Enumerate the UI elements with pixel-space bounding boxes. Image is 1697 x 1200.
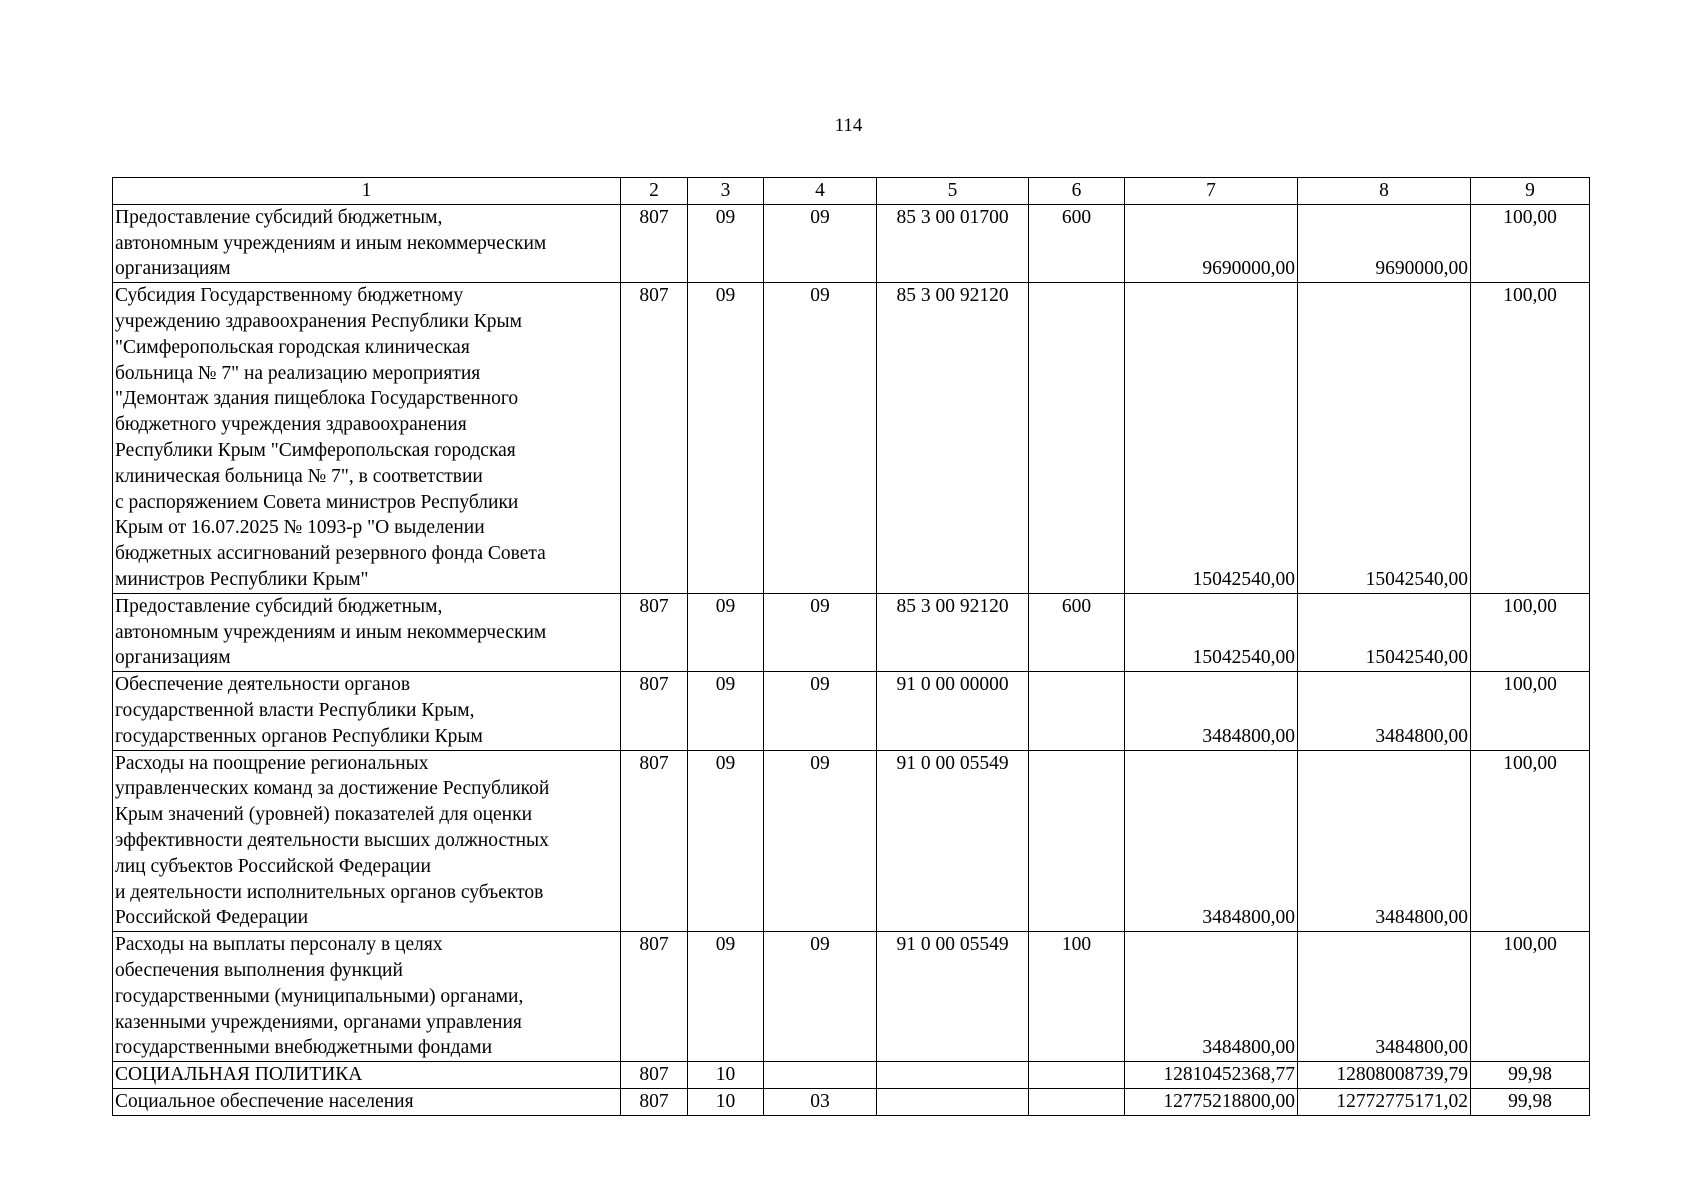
row-planned-amount: 12810452368,77 bbox=[1125, 1062, 1298, 1089]
row-name: Расходы на выплаты персоналу в целях обеспечения выполнения функций государственными (муниципальными) органами, казенными учреждениями, органами управления государственными внебюджетными фондами bbox=[113, 932, 621, 1062]
row-planned-amount: 15042540,00 bbox=[1125, 283, 1298, 594]
row-section-code: 09 bbox=[688, 750, 764, 932]
header-col-5: 5 bbox=[877, 178, 1029, 205]
row-section-code: 09 bbox=[688, 204, 764, 282]
row-executed-amount: 15042540,00 bbox=[1298, 283, 1471, 594]
row-execution-percent: 99,98 bbox=[1471, 1062, 1590, 1089]
row-subsection-code: 09 bbox=[764, 283, 877, 594]
row-executed-amount: 3484800,00 bbox=[1298, 750, 1471, 932]
page-number: 114 bbox=[834, 115, 863, 136]
row-ministry-code: 807 bbox=[621, 1062, 688, 1089]
row-ministry-code: 807 bbox=[621, 204, 688, 282]
row-ministry-code: 807 bbox=[621, 1088, 688, 1115]
budget-table bbox=[112, 177, 1590, 1116]
row-executed-amount: 3484800,00 bbox=[1298, 932, 1471, 1062]
row-section-code: 09 bbox=[688, 672, 764, 750]
header-col-9: 9 bbox=[1471, 178, 1590, 205]
header-col-6: 6 bbox=[1029, 178, 1125, 205]
row-expense-type bbox=[1029, 1062, 1125, 1089]
row-executed-amount: 12808008739,79 bbox=[1298, 1062, 1471, 1089]
row-execution-percent: 100,00 bbox=[1471, 932, 1590, 1062]
row-expense-type bbox=[1029, 1088, 1125, 1115]
row-executed-amount: 12772775171,02 bbox=[1298, 1088, 1471, 1115]
row-execution-percent: 100,00 bbox=[1471, 204, 1590, 282]
table-row bbox=[113, 283, 1590, 594]
header-col-1: 1 bbox=[113, 178, 621, 205]
header-col-3: 3 bbox=[688, 178, 764, 205]
row-section-code: 09 bbox=[688, 283, 764, 594]
row-subsection-code: 03 bbox=[764, 1088, 877, 1115]
row-target-article: 91 0 00 05549 bbox=[877, 932, 1029, 1062]
row-target-article bbox=[877, 1088, 1029, 1115]
row-target-article: 85 3 00 92120 bbox=[877, 283, 1029, 594]
table-row bbox=[113, 1088, 1590, 1115]
row-target-article: 85 3 00 01700 bbox=[877, 204, 1029, 282]
row-ministry-code: 807 bbox=[621, 750, 688, 932]
row-execution-percent: 100,00 bbox=[1471, 283, 1590, 594]
row-planned-amount: 3484800,00 bbox=[1125, 750, 1298, 932]
row-execution-percent: 100,00 bbox=[1471, 672, 1590, 750]
row-subsection-code: 09 bbox=[764, 204, 877, 282]
row-ministry-code: 807 bbox=[621, 593, 688, 671]
row-ministry-code: 807 bbox=[621, 932, 688, 1062]
header-col-8: 8 bbox=[1298, 178, 1471, 205]
table-row bbox=[113, 593, 1590, 671]
row-section-code: 10 bbox=[688, 1088, 764, 1115]
row-subsection-code: 09 bbox=[764, 750, 877, 932]
row-target-article: 91 0 00 00000 bbox=[877, 672, 1029, 750]
table-row bbox=[113, 204, 1590, 282]
row-subsection-code: 09 bbox=[764, 932, 877, 1062]
row-subsection-code: 09 bbox=[764, 593, 877, 671]
row-name: Обеспечение деятельности органов государственной власти Республики Крым, государственных органов Республики Крым bbox=[113, 672, 621, 750]
row-name: Предоставление субсидий бюджетным, автономным учреждениям и иным некоммерческим организациям bbox=[113, 204, 621, 282]
row-execution-percent: 99,98 bbox=[1471, 1088, 1590, 1115]
row-executed-amount: 9690000,00 bbox=[1298, 204, 1471, 282]
header-col-7: 7 bbox=[1125, 178, 1298, 205]
header-col-4: 4 bbox=[764, 178, 877, 205]
row-target-article: 91 0 00 05549 bbox=[877, 750, 1029, 932]
header-col-2: 2 bbox=[621, 178, 688, 205]
row-expense-type bbox=[1029, 283, 1125, 594]
row-ministry-code: 807 bbox=[621, 672, 688, 750]
row-executed-amount: 15042540,00 bbox=[1298, 593, 1471, 671]
row-section-code: 10 bbox=[688, 1062, 764, 1089]
row-expense-type bbox=[1029, 672, 1125, 750]
row-name: Предоставление субсидий бюджетным, автономным учреждениям и иным некоммерческим организациям bbox=[113, 593, 621, 671]
row-executed-amount: 3484800,00 bbox=[1298, 672, 1471, 750]
row-name: СОЦИАЛЬНАЯ ПОЛИТИКА bbox=[113, 1062, 621, 1089]
row-execution-percent: 100,00 bbox=[1471, 593, 1590, 671]
row-execution-percent: 100,00 bbox=[1471, 750, 1590, 932]
row-subsection-code: 09 bbox=[764, 672, 877, 750]
row-target-article: 85 3 00 92120 bbox=[877, 593, 1029, 671]
row-name: Социальное обеспечение населения bbox=[113, 1088, 621, 1115]
row-planned-amount: 3484800,00 bbox=[1125, 932, 1298, 1062]
row-target-article bbox=[877, 1062, 1029, 1089]
row-expense-type: 100 bbox=[1029, 932, 1125, 1062]
row-expense-type bbox=[1029, 750, 1125, 932]
header-row bbox=[113, 178, 1590, 205]
row-planned-amount: 3484800,00 bbox=[1125, 672, 1298, 750]
table-row bbox=[113, 1062, 1590, 1089]
table-row bbox=[113, 672, 1590, 750]
row-name: Расходы на поощрение региональных управленческих команд за достижение Республикой Крым значений (уровней) показателей для оценки эффективности деятельности высших должностных лиц субъектов Российской Федерации и деятельности исполнительных органов субъектов Российской Федерации bbox=[113, 750, 621, 932]
table-row bbox=[113, 932, 1590, 1062]
row-planned-amount: 9690000,00 bbox=[1125, 204, 1298, 282]
row-planned-amount: 15042540,00 bbox=[1125, 593, 1298, 671]
row-subsection-code bbox=[764, 1062, 877, 1089]
row-section-code: 09 bbox=[688, 593, 764, 671]
row-ministry-code: 807 bbox=[621, 283, 688, 594]
table-row bbox=[113, 750, 1590, 932]
row-expense-type: 600 bbox=[1029, 593, 1125, 671]
row-name: Субсидия Государственному бюджетному учреждению здравоохранения Республики Крым "Симферопольская городская клиническая больница № 7" на реализацию мероприятия "Демонтаж здания пищеблока Государственного бюджетного учреждения здравоохранения Республики Крым "Симферопольская городская клиническая больница № 7", в соответствии с распоряжением Совета министров Республики Крым от 16.07.2025 № 1093-р "О выделении бюджетных ассигнований резервного фонда Совета министров Республики Крым" bbox=[113, 283, 621, 594]
row-planned-amount: 12775218800,00 bbox=[1125, 1088, 1298, 1115]
row-section-code: 09 bbox=[688, 932, 764, 1062]
row-expense-type: 600 bbox=[1029, 204, 1125, 282]
